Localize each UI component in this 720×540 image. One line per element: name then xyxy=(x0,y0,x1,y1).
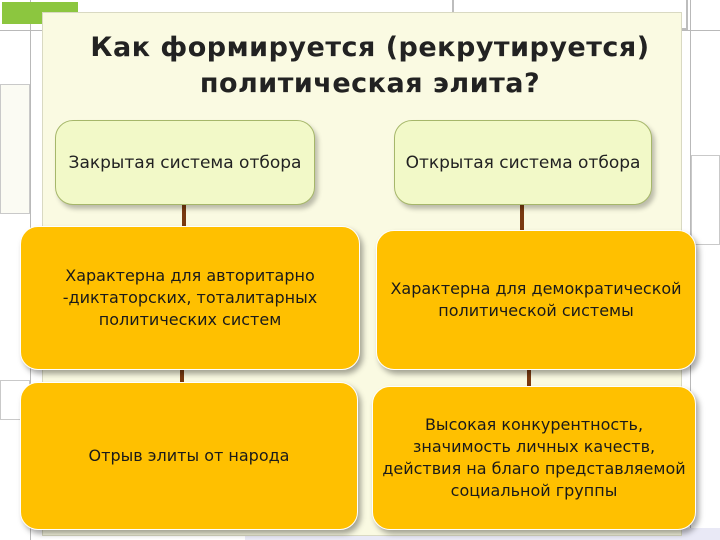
open-selection-item-2 xyxy=(372,386,696,530)
connector-right-2 xyxy=(527,368,531,388)
frame-left-box xyxy=(0,84,30,214)
open-selection-header-text: Открытая система отбора xyxy=(405,152,641,173)
closed-selection-item-1 xyxy=(20,226,360,370)
closed-selection-item-2-text: Отрыв элиты от народа xyxy=(88,446,290,465)
connector-right-1 xyxy=(520,205,524,233)
slide-title: Как формируется (рекрутируется) политическая элита? xyxy=(90,32,650,99)
frame-right-box xyxy=(691,155,720,245)
open-selection-item-1 xyxy=(376,230,696,370)
open-selection-header xyxy=(394,120,652,205)
closed-selection-item-2 xyxy=(20,382,358,530)
closed-selection-item-1-text: Характерна для авторитарно -диктаторских, тоталитарных политических систем xyxy=(62,266,318,329)
open-selection-item-1-text: Характерна для демократической политической системы xyxy=(390,279,682,320)
closed-selection-header-text: Закрытая система отбора xyxy=(68,152,302,173)
open-selection-item-2-text: Высокая конкурентность, значимость личных качеств, действия на благо представляемой социальной группы xyxy=(382,415,686,500)
closed-selection-header xyxy=(55,120,315,205)
